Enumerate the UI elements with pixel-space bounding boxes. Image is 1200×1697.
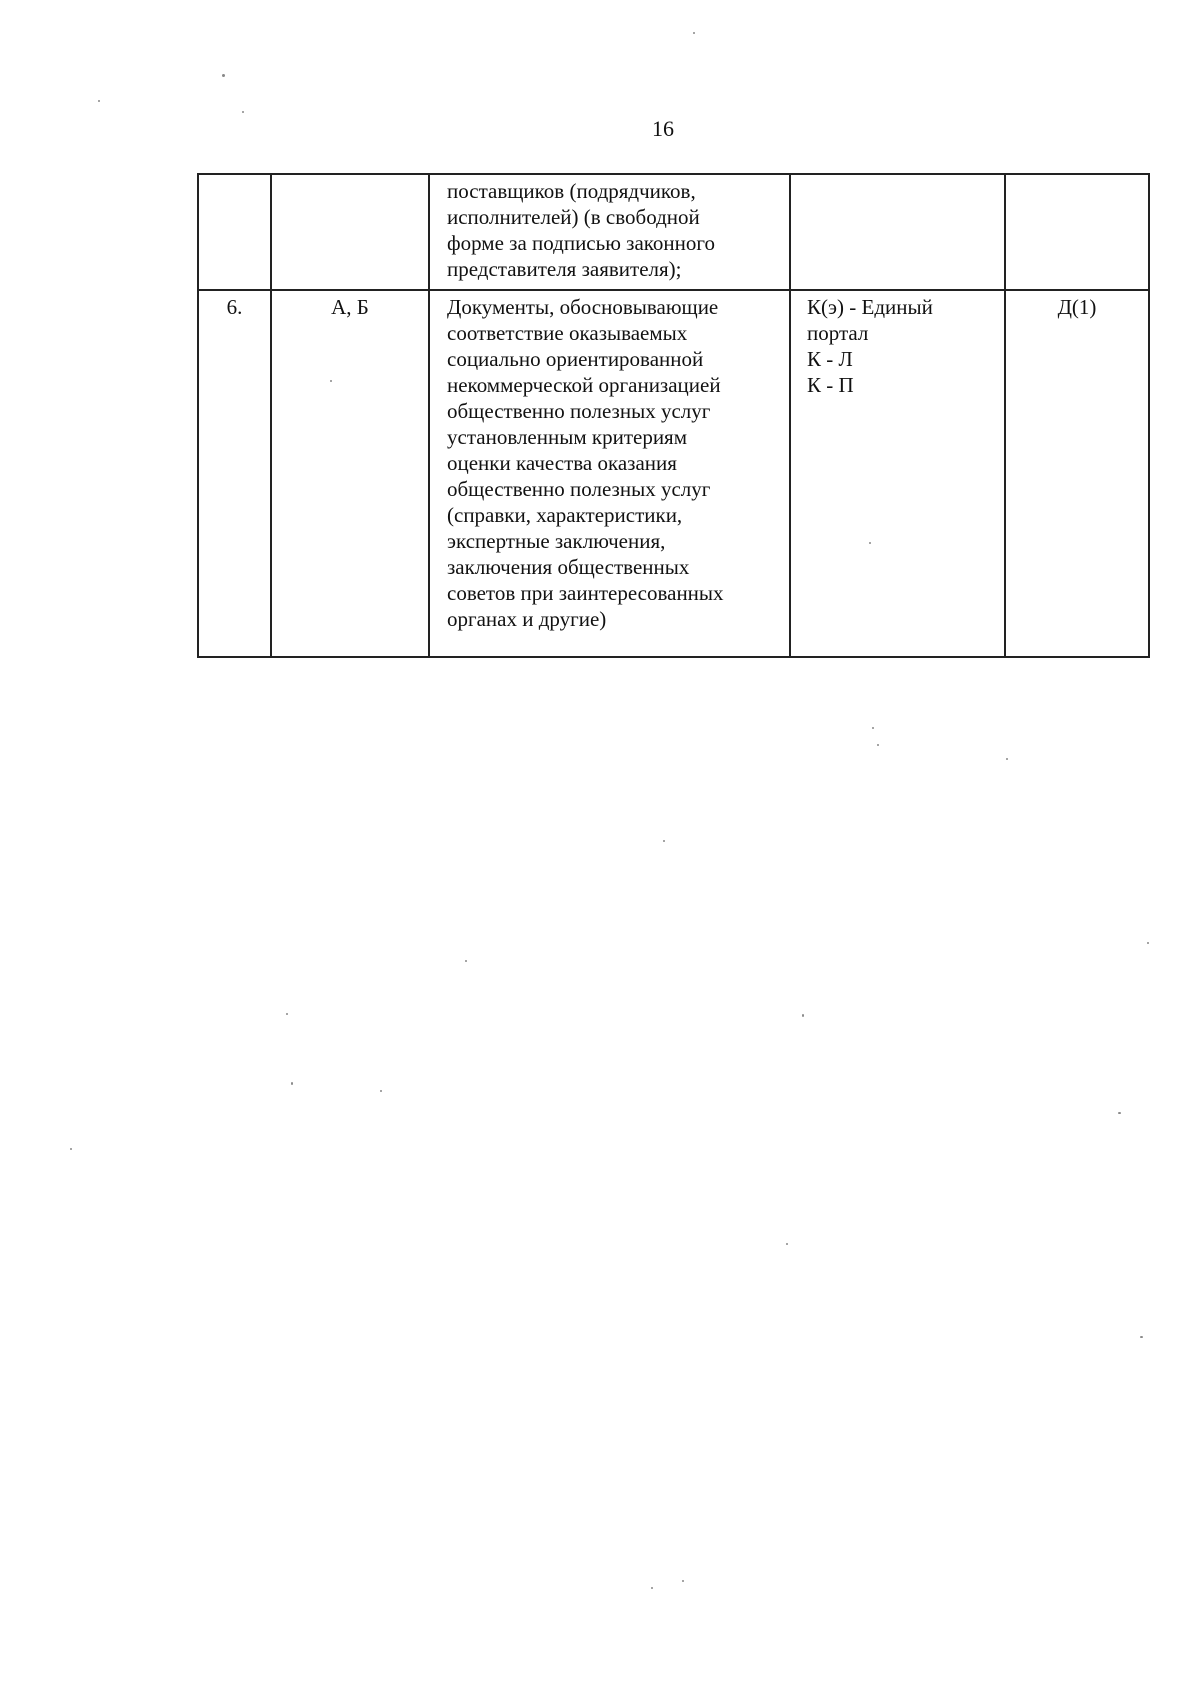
- source-line: К - Л: [807, 347, 853, 371]
- scan-speck: [291, 1082, 293, 1085]
- document-line: заключения общественных: [447, 555, 690, 579]
- document-description-cell: [429, 290, 790, 657]
- scan-speck: [70, 1148, 72, 1150]
- scan-speck: [872, 727, 874, 729]
- scan-speck: [869, 542, 871, 544]
- scan-speck: [802, 1014, 804, 1017]
- document-line: советов при заинтересованных: [447, 581, 724, 605]
- document-line: органах и другие): [447, 607, 607, 631]
- source-line: К - П: [807, 373, 854, 397]
- table-row: [198, 174, 1149, 290]
- code-cell: [1005, 174, 1149, 290]
- document-line: форме за подписью законного: [447, 231, 715, 255]
- document-line: установленным критериям: [447, 425, 688, 449]
- document-line: некоммерческой организацией: [447, 373, 721, 397]
- scan-speck: [693, 32, 695, 34]
- category-cell: А, Б: [271, 290, 429, 657]
- scan-speck: [651, 1587, 653, 1589]
- scan-speck: [1147, 942, 1149, 944]
- scan-speck: [286, 1013, 288, 1015]
- page-number: 16: [652, 116, 674, 141]
- document-line: представителя заявителя);: [447, 257, 682, 281]
- row-number-cell: 6.: [198, 290, 271, 657]
- document-line: исполнителей) (в свободной: [447, 205, 700, 229]
- source-cell: [790, 290, 1005, 657]
- document-description-cell: [429, 174, 790, 290]
- scan-speck: [663, 840, 665, 842]
- scan-speck: [1140, 1336, 1143, 1338]
- scan-speck: [98, 100, 100, 102]
- scan-speck: [465, 960, 467, 962]
- document-line: Документы, обосновывающие: [447, 295, 719, 319]
- scan-speck: [380, 1090, 382, 1092]
- document-line: экспертные заключения,: [447, 529, 666, 553]
- document-line: общественно полезных услуг: [447, 399, 711, 423]
- document-line: оценки качества оказания: [447, 451, 677, 475]
- source-cell: [790, 174, 1005, 290]
- row-number-cell: [198, 174, 271, 290]
- scan-speck: [222, 74, 225, 77]
- source-line: К(э) - Единый: [807, 295, 933, 319]
- scan-speck: [330, 380, 332, 382]
- source-line: портал: [807, 321, 869, 345]
- document-line: соответствие оказываемых: [447, 321, 688, 345]
- document-line: (справки, характеристики,: [447, 503, 683, 527]
- category-cell: [271, 174, 429, 290]
- table-row: [198, 290, 1149, 657]
- document-line: поставщиков (подрядчиков,: [447, 179, 696, 203]
- scan-speck: [242, 111, 244, 113]
- scan-speck: [786, 1243, 788, 1245]
- scan-speck: [877, 744, 879, 746]
- scan-speck: [682, 1580, 684, 1582]
- document-line: общественно полезных услуг: [447, 477, 711, 501]
- scan-speck: [1006, 758, 1008, 760]
- documents-table: [197, 173, 1150, 658]
- scan-speck: [1118, 1112, 1121, 1114]
- code-cell: Д(1): [1005, 290, 1149, 657]
- document-line: социально ориентированной: [447, 347, 704, 371]
